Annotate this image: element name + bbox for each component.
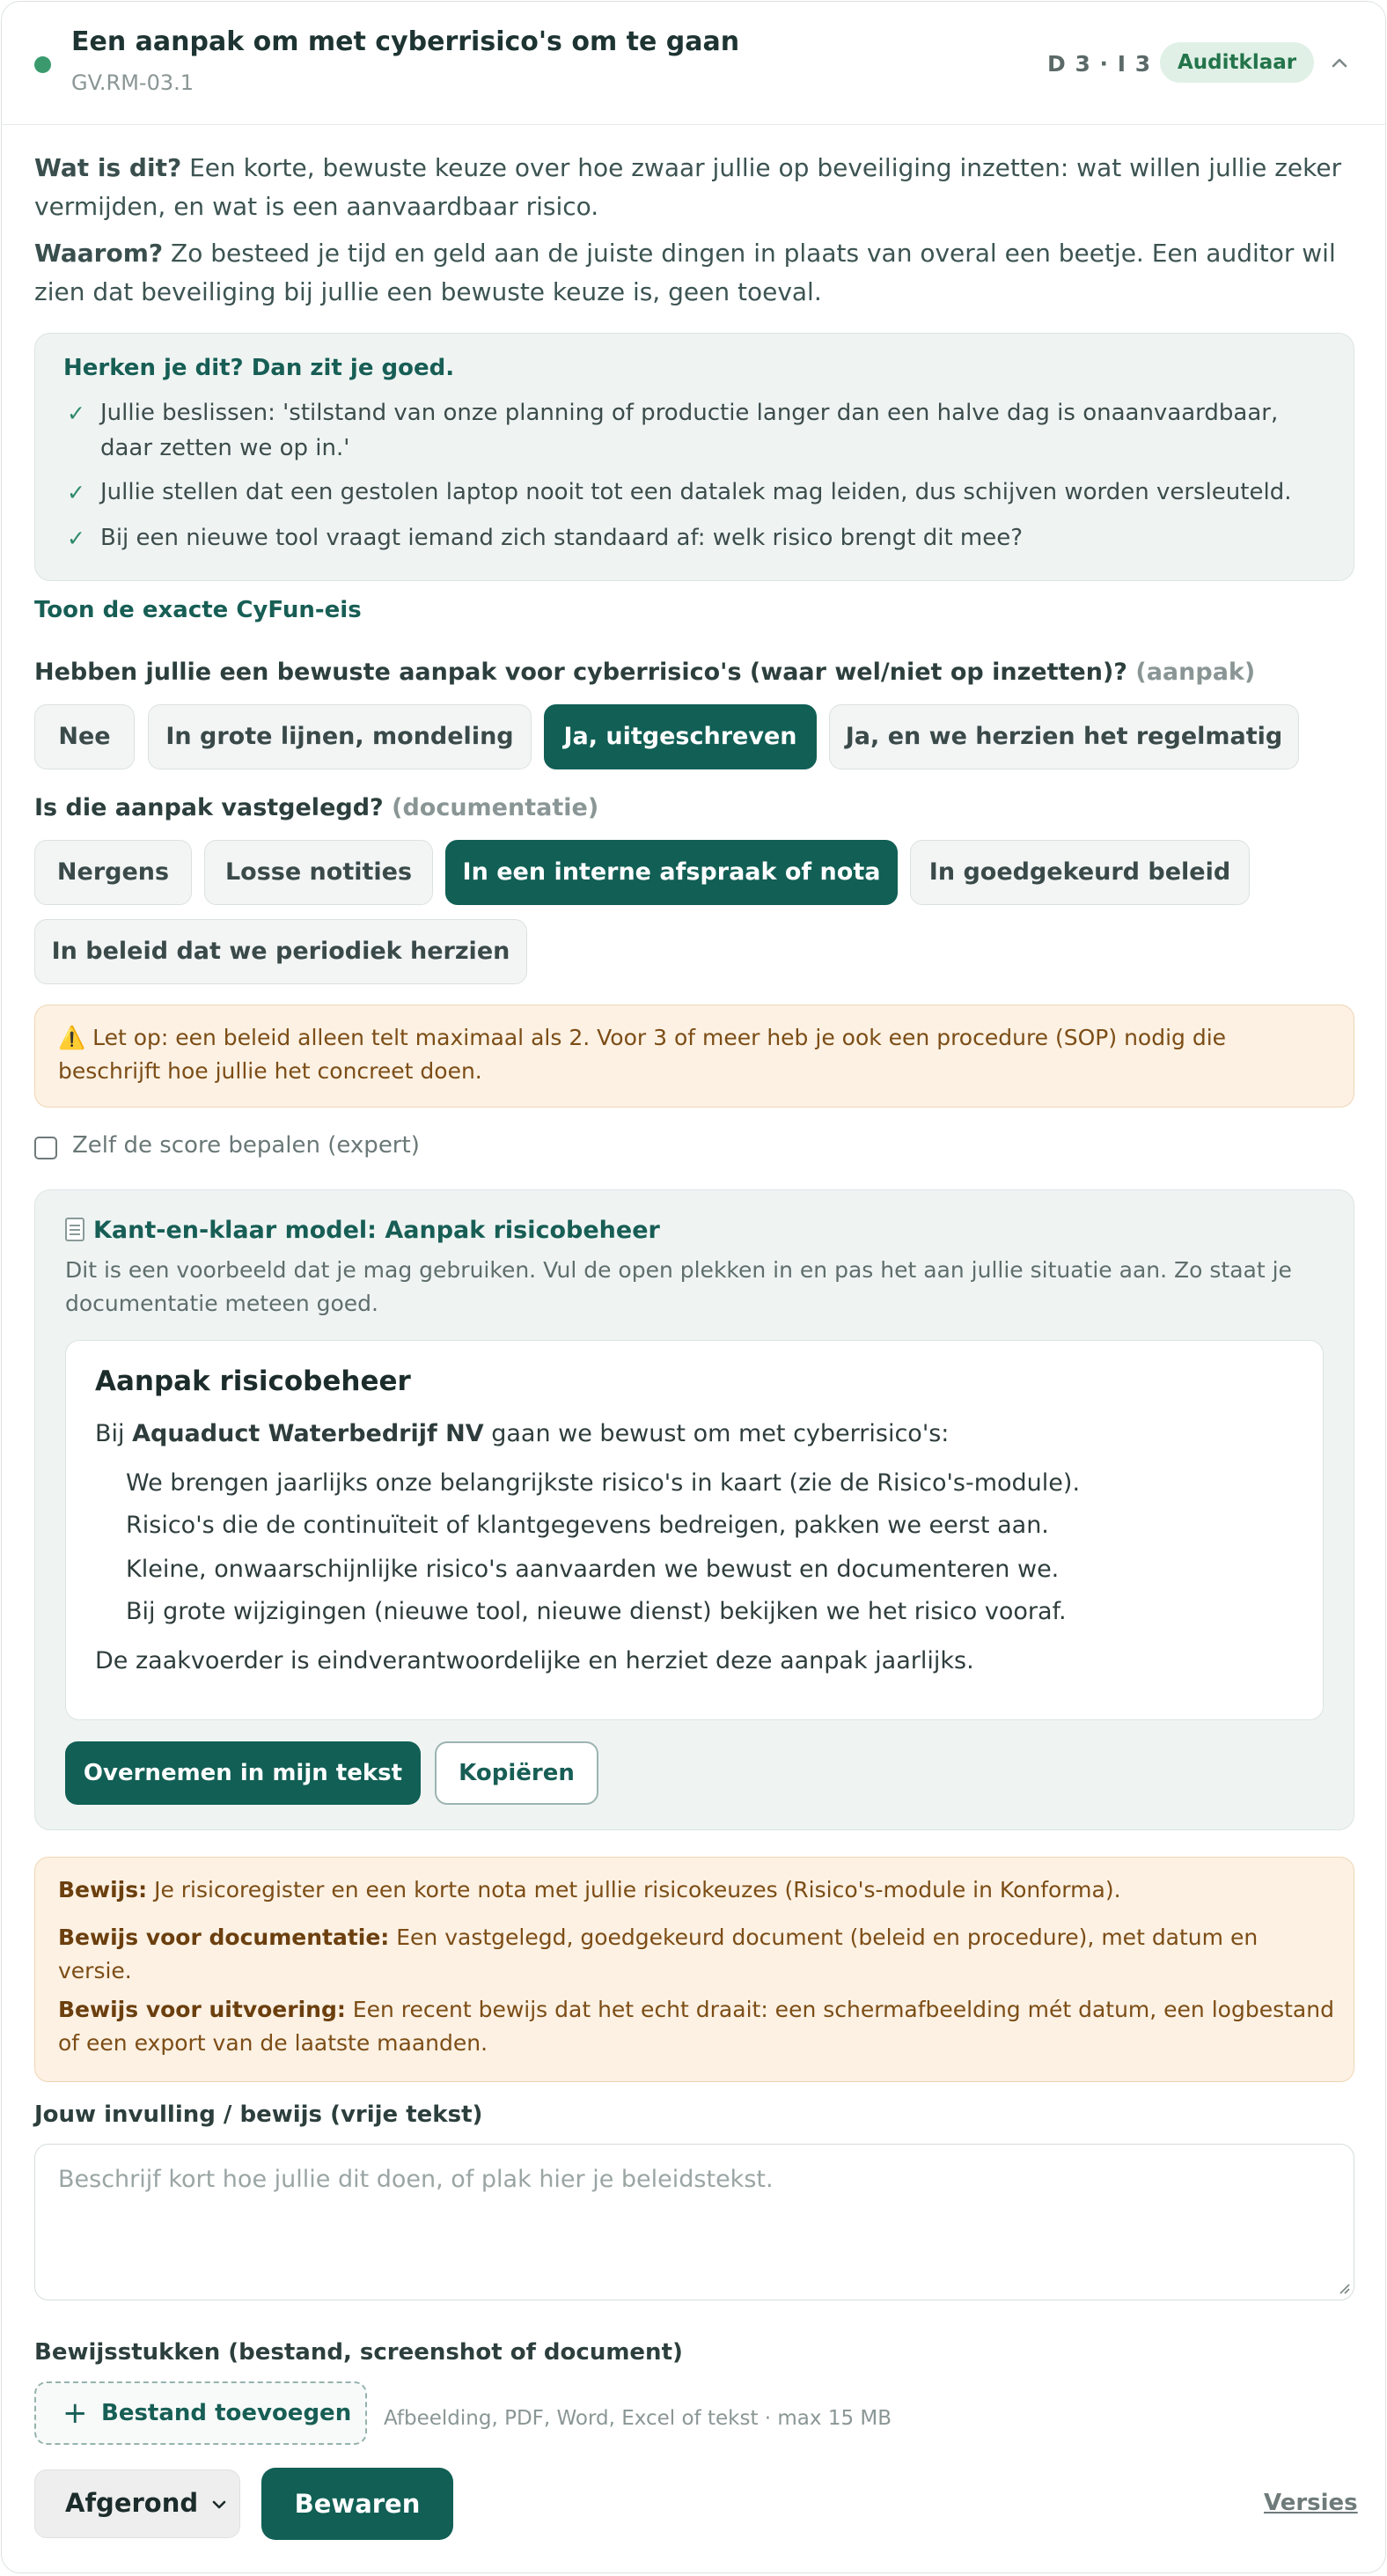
option-doc-nergens[interactable]: Nergens <box>34 840 192 905</box>
policy-warning-text <box>58 1021 1334 1088</box>
intro-waarom-label: Waarom? <box>34 239 164 268</box>
option-doc-periodiek[interactable]: In beleid dat we periodiek herzien <box>34 919 527 984</box>
option-doc-beleid[interactable]: In goedgekeurd beleid <box>910 840 1250 905</box>
recognize-item: Jullie stellen dat een gestolen laptop nooit tot een datalek mag leiden, dus schijven worden versleuteld. <box>100 479 1292 505</box>
document-icon <box>65 1218 84 1241</box>
question-documentatie-hint: (documentatie) <box>392 794 599 821</box>
template-document-item: Kleine, onwaarschijnlijke risico's aanvaarden we bewust en documenteren we. <box>126 1556 1060 1583</box>
template-document-title: Aanpak risicobeheer <box>95 1365 411 1397</box>
status-badge: Auditklaar <box>1160 42 1314 83</box>
option-aanpak-mondeling[interactable]: In grote lijnen, mondeling <box>148 704 532 769</box>
plus-icon: + <box>62 2396 88 2431</box>
chevron-down-icon <box>211 2497 227 2513</box>
check-icon: ✓ <box>67 401 85 426</box>
question-documentatie-label: Is die aanpak vastgelegd? <box>34 794 384 821</box>
recognize-item: Jullie beslissen: 'stilstand van onze planning of productie langer dan een halve dag is onaanvaardbaar, daar zetten we op in.' <box>100 400 1279 461</box>
upload-hint: Afbeelding, PDF, Word, Excel of tekst · max 15 MB <box>384 2407 892 2430</box>
evidence-implementation-text: Een recent bewijs dat het echt draait: een schermafbeelding mét datum, een logbestand of een export van de laatste maanden. <box>58 1997 1334 2056</box>
option-doc-nota[interactable]: In een interne afspraak of nota <box>445 840 898 905</box>
intro-waarom-text: Zo besteed je tijd en geld aan de juiste dingen in plaats van overal een beetje. Een auditor wil <box>163 239 1336 268</box>
template-document-item: We brengen jaarlijks onze belangrijkste risico's in kaart (zie de Risico's-module). <box>126 1469 1081 1497</box>
question-documentatie <box>34 794 598 821</box>
warning-icon: ⚠️ <box>58 1025 86 1050</box>
copy-template-button[interactable]: Kopiëren <box>435 1741 598 1805</box>
intro-waarom-cont: zien dat beveiliging bij jullie een bewuste keuze is, geen toeval. <box>34 277 822 306</box>
template-model-box <box>34 1189 1354 1830</box>
template-document-intro <box>95 1420 949 1447</box>
evidence-general-text: Je risicoregister en een korte nota met jullie risicokeuzes (Risico's-module in Konforma). <box>147 1877 1121 1903</box>
save-button[interactable]: Bewaren <box>261 2468 453 2540</box>
free-text-input[interactable] <box>34 2144 1354 2300</box>
control-card <box>1 1 1386 2573</box>
chevron-up-icon[interactable] <box>1329 53 1350 74</box>
add-file-label: Bestand toevoegen <box>101 2400 352 2426</box>
policy-warning <box>34 1005 1354 1108</box>
template-document <box>65 1340 1324 1720</box>
intro-wat-cont: vermijden, en wat is een aanvaardbaar risico. <box>34 192 599 221</box>
intro-waarom <box>34 234 1336 273</box>
evidence-documentation-text: Een vastgelegd, goedgekeurd document (beleid en procedure), met datum en versie. <box>58 1925 1259 1984</box>
option-aanpak-nee[interactable]: Nee <box>34 704 135 769</box>
warning-message: Let op: een beleid alleen telt maximaal als 2. Voor 3 of meer heb je ook een procedure (SOP) nodig die beschrijft hoe jullie het concreet doen. <box>58 1025 1227 1084</box>
evidence-documentation-label: Bewijs voor documentatie: <box>58 1925 390 1950</box>
template-model-title <box>65 1217 660 1244</box>
intro-wat-label: Wat is dit? <box>34 153 182 182</box>
check-icon: ✓ <box>67 526 85 551</box>
evidence-implementation <box>58 1993 1334 2060</box>
recognize-title: Herken je dit? Dan zit je goed. <box>63 355 455 381</box>
evidence-box <box>34 1857 1354 2082</box>
question-aanpak-hint: (aanpak) <box>1135 659 1256 686</box>
template-document-item: Risico's die de continuïteit of klantgegevens bedreigen, pakken we eerst aan. <box>126 1512 1049 1539</box>
intro-prefix: Bij <box>95 1420 133 1447</box>
evidence-general-label: Bewijs: <box>58 1877 148 1903</box>
show-requirement-link[interactable]: Toon de exacte CyFun-eis <box>34 597 362 623</box>
attachments-label: Bewijsstukken (bestand, screenshot of document) <box>34 2339 683 2366</box>
intro-suffix: gaan we bewust om met cyberrisico's: <box>483 1420 950 1447</box>
intro-wat-text: Een korte, bewuste keuze over hoe zwaar jullie op beveiliging inzetten: wat willen jullie zeker <box>181 153 1342 182</box>
check-icon: ✓ <box>67 480 85 505</box>
status-select-value: Afgerond <box>65 2488 199 2518</box>
template-document-item: Bij grote wijzigingen (nieuwe tool, nieuwe dienst) bekijken we het risico vooraf. <box>126 1598 1067 1625</box>
control-code: GV.RM-03.1 <box>71 70 194 95</box>
recognize-item: Bij een nieuwe tool vraagt iemand zich standaard af: welk risico brengt dit mee? <box>100 525 1024 551</box>
expert-checkbox-label[interactable]: Zelf de score bepalen (expert) <box>72 1132 420 1159</box>
template-model-title-text: Kant-en-klaar model: Aanpak risicobeheer <box>93 1217 660 1244</box>
versions-link[interactable]: Versies <box>1264 2490 1358 2516</box>
evidence-implementation-label: Bewijs voor uitvoering: <box>58 1997 346 2022</box>
recognize-box <box>34 333 1354 581</box>
option-aanpak-uitgeschreven[interactable]: Ja, uitgeschreven <box>544 704 817 769</box>
option-doc-notities[interactable]: Losse notities <box>204 840 433 905</box>
control-title: Een aanpak om met cyberrisico's om te gaan <box>71 26 740 57</box>
adopt-template-button[interactable]: Overnemen in mijn tekst <box>65 1741 421 1805</box>
resize-handle-icon[interactable] <box>1338 2282 1350 2294</box>
evidence-general <box>58 1873 1334 1907</box>
expert-checkbox[interactable] <box>34 1137 57 1159</box>
free-text-label: Jouw invulling / bewijs (vrije tekst) <box>34 2101 483 2128</box>
status-select[interactable] <box>34 2469 240 2538</box>
company-name: Aquaduct Waterbedrijf NV <box>132 1420 484 1447</box>
status-dot <box>34 56 51 73</box>
evidence-documentation <box>58 1921 1334 1988</box>
question-aanpak-label: Hebben jullie een bewuste aanpak voor cyberrisico's (waar wel/niet op inzetten)? <box>34 659 1127 686</box>
intro-wat <box>34 149 1341 188</box>
option-aanpak-herzien[interactable]: Ja, en we herzien het regelmatig <box>829 704 1299 769</box>
question-aanpak <box>34 659 1255 686</box>
maturity-score: D 3 · I 3 <box>1047 51 1152 77</box>
card-header[interactable] <box>2 2 1385 125</box>
add-file-button[interactable] <box>34 2381 367 2445</box>
template-model-description: Dit is een voorbeeld dat je mag gebruiken. Vul de open plekken in en pas het aan jullie situatie aan. Zo staat je documentatie meteen goed. <box>65 1257 1292 1316</box>
template-document-closing: De zaakvoerder is eindverantwoordelijke en herziet deze aanpak jaarlijks. <box>95 1647 974 1674</box>
